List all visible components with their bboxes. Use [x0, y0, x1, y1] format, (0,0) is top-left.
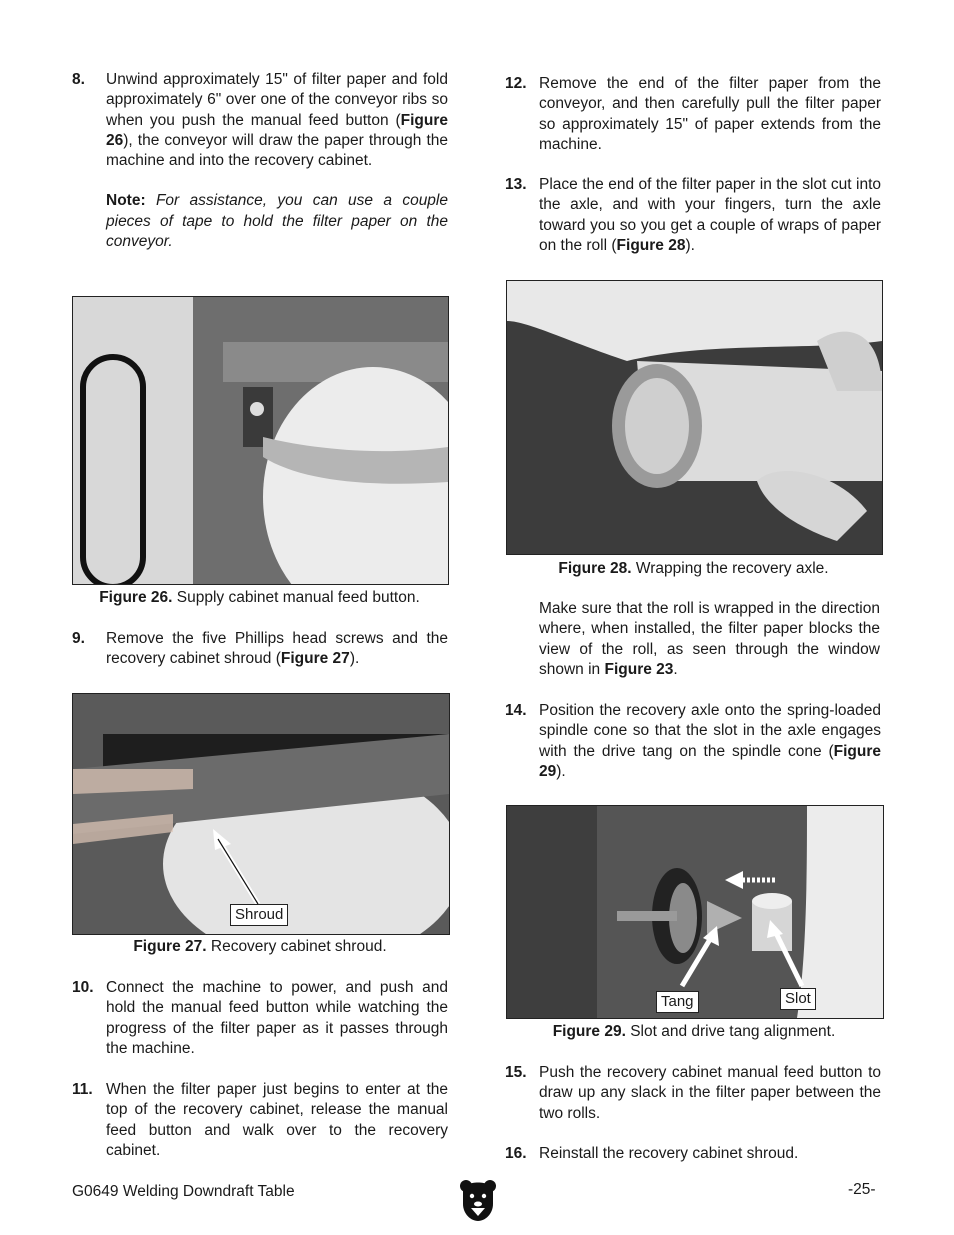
step-number: 15. [505, 1064, 527, 1081]
figure-27-caption: Figure 27. Recovery cabinet shroud. [133, 938, 387, 955]
step-10 [72, 978, 448, 1059]
bear-head-icon [459, 1178, 497, 1222]
slot-callout: Slot [780, 988, 816, 1010]
step-number: 16. [505, 1145, 527, 1162]
figure-28-photo [506, 280, 883, 555]
figure-29-caption: Figure 29. Slot and drive tang alignment. [552, 1023, 836, 1040]
step-9 [72, 629, 448, 670]
arrow-icon [73, 694, 449, 934]
step-text: Remove the end of the filter paper from the conveyor, and then carefully pull the filter paper so approximately 15" of paper extends from the machine. [539, 75, 881, 153]
step-16 [505, 1144, 881, 1164]
step-12 [505, 74, 881, 155]
step-number: 13. [505, 176, 527, 193]
figure-26-photo [72, 296, 449, 585]
step-text: Unwind approximately 15" of filter paper and fold approximately 6" over one of the conveyor ribs so when you push the manual feed button (Figure 26), the conveyor will draw the paper through the machine and into the recovery cabinet. [106, 71, 448, 170]
step-number: 14. [505, 702, 527, 719]
figure-27-photo [72, 693, 450, 935]
step-number: 8. [72, 71, 85, 88]
step-text: Connect the machine to power, and push and hold the manual feed button while watching the progress of the filter paper as it passes through the machine. [106, 979, 448, 1057]
tang-callout: Tang [656, 991, 699, 1013]
step-15 [505, 1063, 881, 1124]
step-number: 11. [72, 1081, 93, 1098]
note: Note: For assistance, you can use a couple pieces of tape to hold the filter paper on the conveyor. [106, 192, 448, 251]
step-text: Reinstall the recovery cabinet shroud. [539, 1145, 799, 1162]
step-14 [505, 701, 881, 782]
footer-title: G0649 Welding Downdraft Table [72, 1183, 295, 1200]
step-text: Place the end of the filter paper in the slot cut into the axle, and with your fingers, turn the axle toward you so you get a couple of wraps of paper on the roll (Figure 28). [539, 176, 881, 254]
arrow-icon [507, 806, 883, 1018]
step-11 [72, 1080, 448, 1161]
step-text: Push the recovery cabinet manual feed button to draw up any slack in the filter paper between the two rolls. [539, 1064, 881, 1122]
wrap-paragraph: Make sure that the roll is wrapped in the direction where, when installed, the filter paper blocks the view of the roll, as seen through the window shown in Figure 23. [539, 600, 880, 678]
step-8 [72, 70, 448, 252]
step-number: 10. [72, 979, 94, 996]
page-number: -25- [848, 1181, 876, 1198]
step-number: 9. [72, 630, 85, 647]
step-13 [505, 175, 881, 256]
shroud-callout: Shroud [230, 904, 288, 926]
figure-28-caption: Figure 28. Wrapping the recovery axle. [558, 560, 829, 577]
step-text: Remove the five Phillips head screws and the recovery cabinet shroud (Figure 27). [106, 630, 448, 668]
step-text: Position the recovery axle onto the spring-loaded spindle cone so that the slot in the axle engages with the drive tang on the spindle cone (Figure 29). [539, 702, 881, 780]
step-number: 12. [505, 75, 527, 92]
figure-26-caption: Figure 26. Supply cabinet manual feed button. [99, 589, 420, 606]
step-text: When the filter paper just begins to enter at the top of the recovery cabinet, release the manual feed button and walk over to the recovery cabinet. [106, 1081, 448, 1159]
figure-29-photo [506, 805, 884, 1019]
